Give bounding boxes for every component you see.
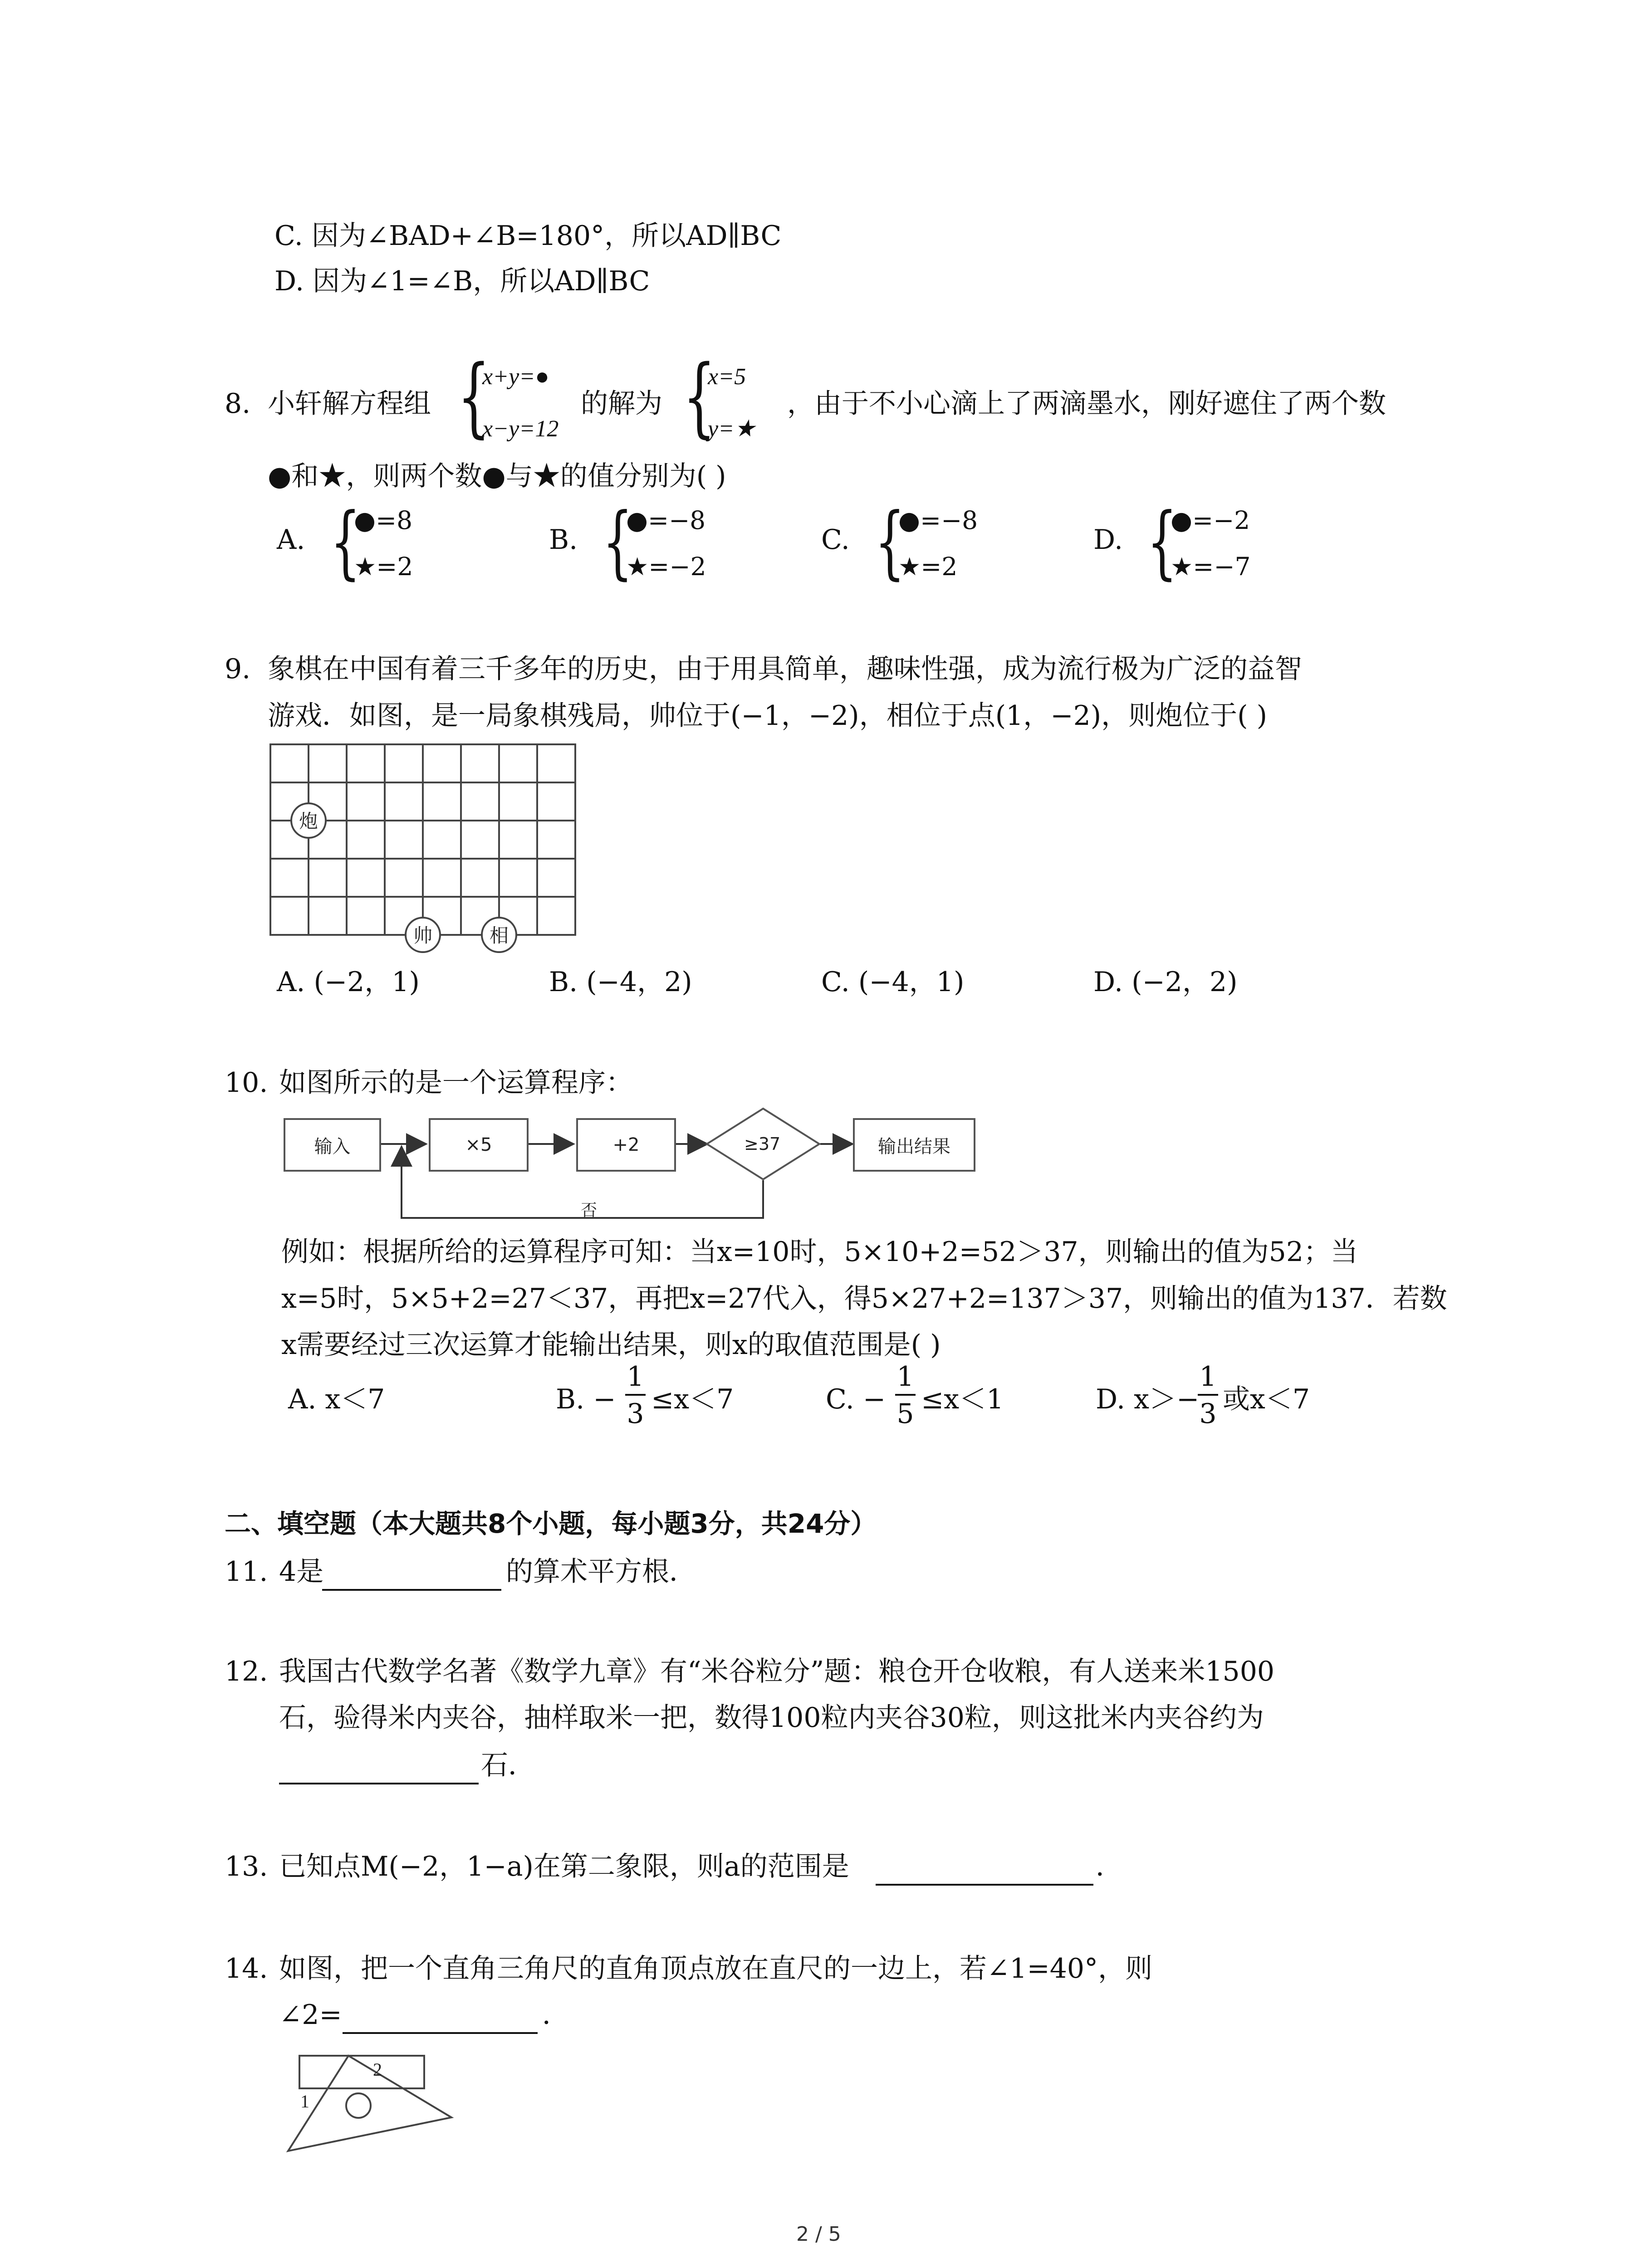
q8-system-eq1: x+y=● [482,364,549,390]
flowchart-condition-label: ≥37 [744,1134,781,1154]
q8-solution-brace: { [683,347,716,447]
q8-number: 8. [225,388,251,420]
q9-option-d: D. (−2，2) [1093,966,1238,998]
q8-option-c-top: ●=−8 [898,506,978,535]
q10-option-d-label: D. x＞− [1096,1383,1200,1415]
q10-title: 如图所示的是一个运算程序： [279,1067,633,1099]
q8-option-d-bottom: ★=−7 [1171,552,1251,581]
q10-option-c-fraction: 1 5 [895,1363,916,1427]
q8-option-a-brace: { [330,496,361,588]
q10-option-c-rest: ≤x＜1 [921,1383,1004,1415]
q12-answer-blank[interactable] [279,1783,479,1784]
flowchart-multiply-box: ×5 [429,1118,529,1172]
q13-answer-blank[interactable] [876,1884,1093,1886]
ruler-triangle-figure [272,2046,463,2164]
q11-post: 的算术平方根． [506,1556,696,1588]
minister-piece [482,918,516,952]
page-number: 2 / 5 [796,2223,841,2246]
q10-option-b-fraction: 1 3 [625,1363,646,1427]
q8-option-d-label: D. [1093,524,1123,556]
general-piece [406,918,440,952]
svg-text:炮: 炮 [299,810,318,832]
chess-board-grid [270,744,575,935]
q8-system-eq2: x−y=12 [482,416,559,442]
q8-option-b-label: B. [549,524,578,556]
angle-1-label: 1 [300,2091,309,2112]
q9-line1: 象棋在中国有着三千多年的历史，由于用具简单，趣味性强，成为流行极为广泛的益智 [268,653,1302,685]
q12-line1: 我国古代数学名著《数学九章》有“米谷粒分”题：粮仓开仓收粮，有人送来米1500 [279,1656,1275,1687]
q7-option-c: C. 因为∠BAD+∠B=180°，所以AD∥BC [274,220,782,252]
q10-option-c-label: C. − [826,1383,886,1415]
q8-system-brace: { [457,347,490,447]
q14-line1: 如图，把一个直角三角尺的直角顶点放在直尺的一边上，若∠1=40°，则 [279,1953,1153,1984]
q10-option-b-label: B. − [556,1383,616,1415]
section-heading: 二、填空题（本大题共8个小题，每小题3分，共24分） [225,1508,877,1539]
q14-answer-blank[interactable] [343,2032,538,2034]
q9-number: 9. [225,653,251,685]
set-square-hole [346,2093,371,2118]
q8-option-b-brace: { [603,496,633,588]
chess-board-figure [268,742,585,959]
q8-solution-x: x=5 [708,364,746,390]
q10-option-a: A. x＜7 [288,1383,385,1415]
q14-pre2: ∠2= [279,1999,342,2031]
q11-answer-blank[interactable] [322,1589,501,1591]
q9-option-a: A. (−2，1) [277,966,420,998]
q8-option-b-bottom: ★=−2 [626,552,706,581]
q8-option-b-top: ●=−8 [626,506,706,535]
q9-option-b: B. (−4，2) [549,966,692,998]
q11-number: 11. [225,1556,268,1588]
q8-option-d-brace: { [1147,496,1177,588]
q10-option-d-fraction: 1 3 [1198,1363,1218,1427]
q10-option-b-rest: ≤x＜7 [651,1383,734,1415]
flowchart-input-box: 输入 [284,1118,381,1172]
q9-option-c: C. (−4，1) [821,966,965,998]
q8-option-d-top: ●=−2 [1171,506,1250,535]
q8-option-a-top: ●=8 [354,506,413,535]
q8-stem-b: 的解为 [581,388,662,420]
q10-option-d-rest: 或x＜7 [1223,1383,1310,1415]
q8-solution-y: y=★ [708,416,755,442]
svg-text:帅: 帅 [413,924,433,947]
q13-number: 13. [225,1851,268,1882]
q8-stem-a: 小轩解方程组 [268,388,431,420]
q12-post: 石． [481,1750,535,1781]
svg-text:相: 相 [489,924,509,947]
q10-example-line3: x需要经过三次运算才能输出结果，则x的取值范围是( ) [281,1329,941,1361]
q7-option-d: D. 因为∠1=∠B，所以AD∥BC [274,265,650,297]
q10-example-line1: 例如：根据所给的运算程序可知：当x=10时，5×10+2=52＞37，则输出的值为52；当 [281,1236,1358,1268]
q8-option-a-label: A. [277,524,305,556]
q13-post: ． [1096,1851,1123,1882]
cannon-piece [291,803,326,838]
q12-line2: 石，验得米内夹谷，抽样取米一把，数得100粒内夹谷30粒，则这批米内夹谷约为 [279,1702,1264,1734]
flowchart-no-label: 否 [581,1201,598,1220]
q8-stem-c: ，由于不小心滴上了两滴墨水，刚好遮住了两个数 [787,388,1386,420]
angle-2-label: 2 [373,2059,382,2080]
q8-option-c-label: C. [821,524,850,556]
flowchart-add-box: +2 [576,1118,676,1172]
q8-option-a-bottom: ★=2 [354,552,413,581]
q10-number: 10. [225,1067,268,1099]
ruler-shape [299,2056,424,2088]
q13-text: 已知点M(−2，1−a)在第二象限，则a的范围是 [279,1851,849,1882]
q8-option-c-bottom: ★=2 [898,552,958,581]
q8-option-c-brace: { [875,496,905,588]
flowchart-output-box: 输出结果 [853,1118,975,1172]
q14-number: 14. [225,1953,268,1984]
q8-stem-line2: ●和★，则两个数●与★的值分别为( ) [268,460,726,492]
q12-number: 12. [225,1656,268,1687]
q9-line2: 游戏．如图，是一局象棋残局，帅位于(−1，−2)，相位于点(1，−2)，则炮位于( ) [268,700,1268,732]
q14-post2: ． [542,1999,569,2031]
q11-pre: 4是 [279,1556,324,1588]
q10-example-line2: x=5时，5×5+2=27＜37，再把x=27代入，得5×27+2=137＞37，则输出的值为137．若数 [281,1283,1447,1315]
